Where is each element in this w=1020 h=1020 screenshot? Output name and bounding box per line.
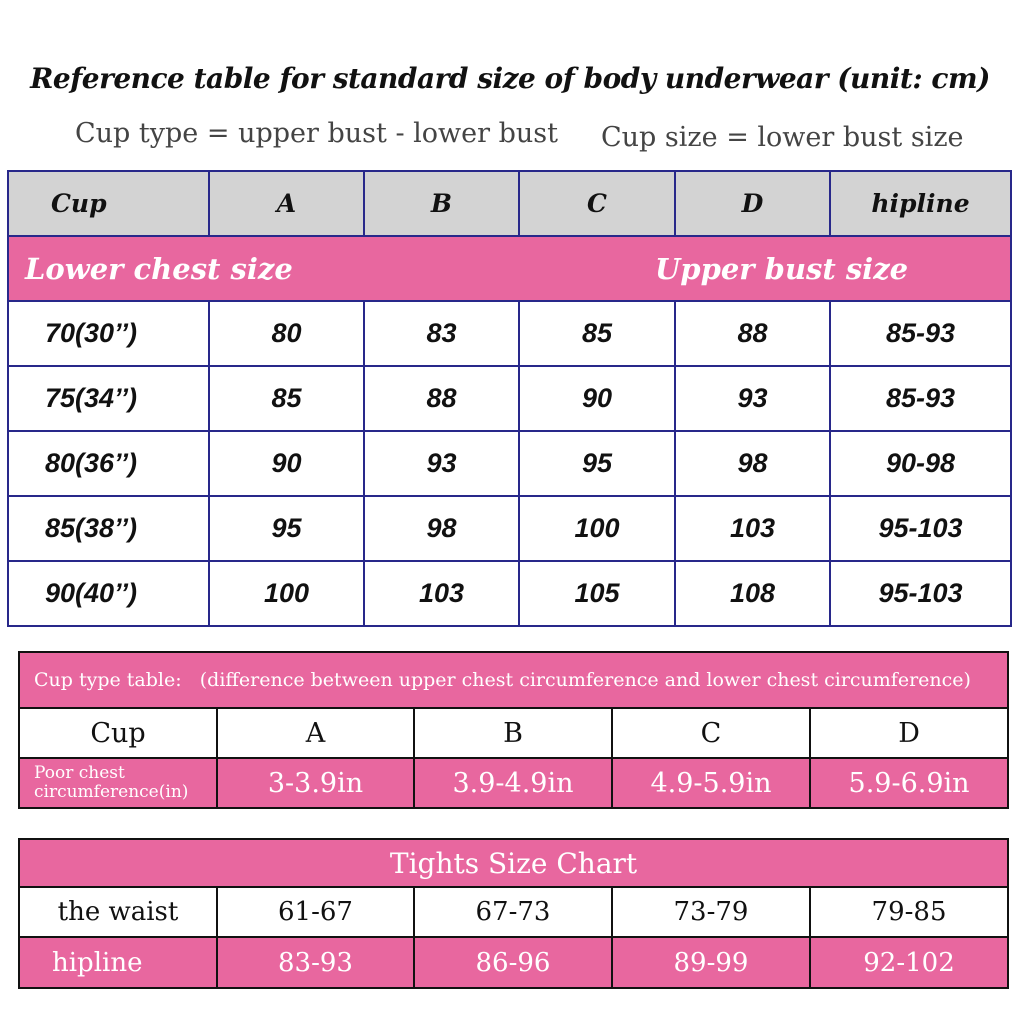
value-cell: 90 [209,431,364,496]
table-row [8,431,1011,496]
section-row [8,236,1011,301]
header-cell: hipline [830,171,1011,236]
value-cell: 3-3.9in [217,758,414,808]
value-cell: 3.9-4.9in [414,758,612,808]
value-cell: 89-99 [612,937,810,988]
header-cell: Cup [19,708,217,758]
value-cell: 108 [675,561,830,626]
header-cell: C [519,171,675,236]
value-cell: 105 [519,561,675,626]
lower-chest-label: Lower chest size [8,236,675,301]
upper-bust-label: Upper bust size [655,251,909,286]
value-cell: 103 [675,496,830,561]
value-cell: 103 [364,561,519,626]
header-row [8,171,1011,236]
lower-chest-cell: 90(40’’) [8,561,209,626]
table-row [8,496,1011,561]
value-cell: 80 [209,301,364,366]
value-cell: 86-96 [414,937,612,988]
header-cell: Cup [8,171,209,236]
cup-type-title: Cup type table: [34,669,182,691]
value-cell: 93 [364,431,519,496]
cup-size-formula: Cup size = lower bust size [601,122,964,153]
value-cell: 79-85 [810,887,1008,937]
cup-type-table [18,651,1009,809]
header-cell: D [810,708,1008,758]
lower-chest-cell: 85(38’’) [8,496,209,561]
value-cell: 83-93 [217,937,414,988]
value-cell: 95-103 [830,496,1011,561]
value-cell: 5.9-6.9in [810,758,1008,808]
lower-chest-cell: 80(36’’) [8,431,209,496]
tights-size-table [18,838,1009,989]
value-cell: 100 [209,561,364,626]
header-cell: B [364,171,519,236]
value-cell: 85 [519,301,675,366]
header-cell: D [675,171,830,236]
value-cell: 90-98 [830,431,1011,496]
value-cell: 83 [364,301,519,366]
value-cell: 85-93 [830,301,1011,366]
value-cell: 61-67 [217,887,414,937]
value-cell: 95-103 [830,561,1011,626]
header-cell: B [414,708,612,758]
value-cell: 88 [675,301,830,366]
tights-title: Tights Size Chart [19,839,1008,887]
table-row [8,561,1011,626]
bra-size-table [7,170,1012,627]
row-label: Poor chest circumference(in) [19,758,217,808]
lower-chest-cell: 70(30’’) [8,301,209,366]
table-row [8,301,1011,366]
cup-type-formula: Cup type = upper bust - lower bust [75,118,559,149]
cup-type-description: (difference between upper chest circumference and lower chest circumference) [199,669,971,691]
value-cell: 90 [519,366,675,431]
header-cell: C [612,708,810,758]
row-label: hipline [19,937,217,988]
value-cell: 88 [364,366,519,431]
value-cell: 93 [675,366,830,431]
value-cell: 95 [209,496,364,561]
header-cell: A [217,708,414,758]
value-cell: 98 [364,496,519,561]
value-cell: 92-102 [810,937,1008,988]
lower-chest-cell: 75(34’’) [8,366,209,431]
value-cell: 73-79 [612,887,810,937]
value-cell: 95 [519,431,675,496]
value-cell: 98 [675,431,830,496]
page-title: Reference table for standard size of body underwear (unit: cm) [30,62,990,95]
header-cell: A [209,171,364,236]
value-cell: 85 [209,366,364,431]
value-cell: 67-73 [414,887,612,937]
value-cell: 4.9-5.9in [612,758,810,808]
value-cell: 100 [519,496,675,561]
table-row [8,366,1011,431]
row-label: the waist [19,887,217,937]
value-cell: 85-93 [830,366,1011,431]
